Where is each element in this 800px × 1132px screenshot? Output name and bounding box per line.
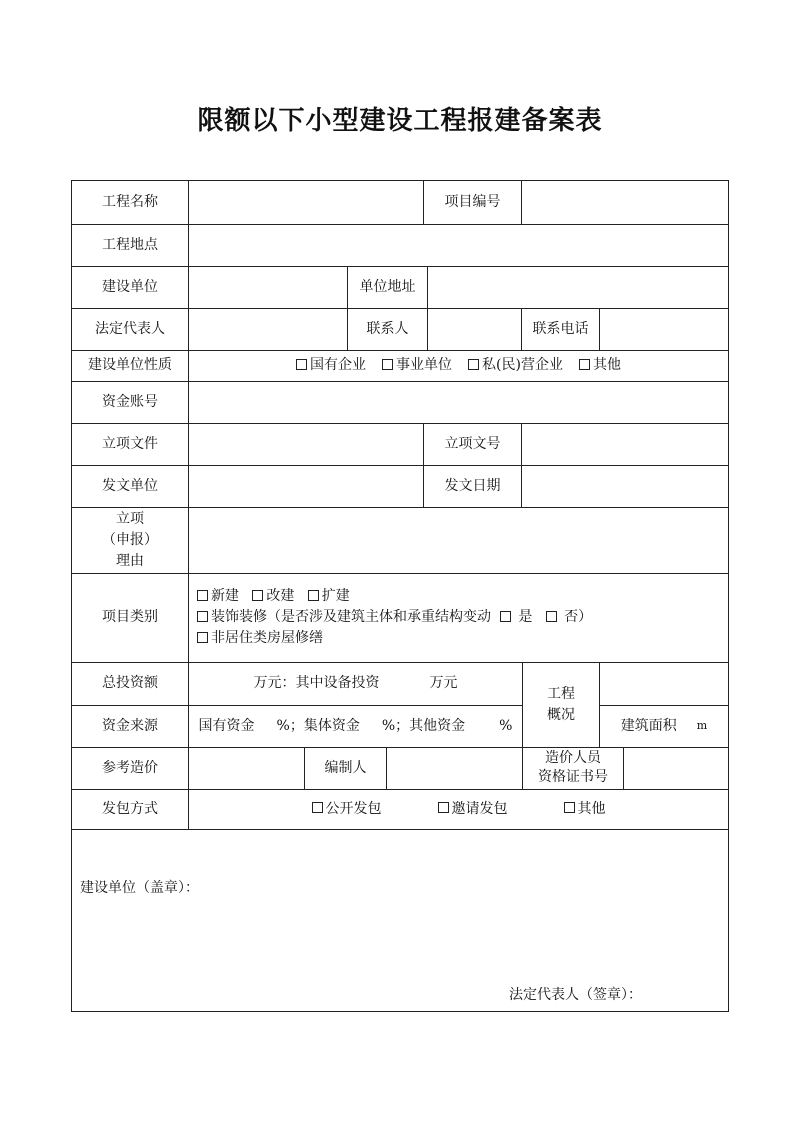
checkbox-icon	[197, 632, 208, 643]
approval-doc-no-field[interactable]	[522, 423, 728, 465]
nature-option-other[interactable]: 其他	[579, 355, 621, 376]
project-no-field[interactable]	[522, 181, 728, 224]
total-investment-field[interactable]: 万元 ：其中设备投资 万元	[253, 675, 458, 691]
label-builder-nature: 建设单位性质	[88, 357, 172, 373]
label-contact: 联系人	[366, 320, 409, 337]
label-project-category: 项目类别	[102, 609, 158, 625]
label-reason: 立项 （申报） 理由	[102, 510, 158, 569]
category-option-new[interactable]: 新建	[197, 588, 239, 604]
structure-change-no[interactable]: 否）	[546, 609, 592, 625]
builder-seal-label: 建设单位（盖章）：	[80, 879, 199, 896]
registration-form	[71, 180, 729, 1012]
issue-date-field[interactable]	[522, 465, 728, 507]
label-unit-address: 单位地址	[359, 278, 416, 295]
category-option-non-residential[interactable]: 非居住类房屋修缮	[197, 630, 323, 646]
checkbox-icon	[579, 359, 590, 370]
project-name-field[interactable]	[189, 181, 423, 224]
nature-option-institution[interactable]: 事业单位	[382, 355, 452, 376]
label-fund-account: 资金账号	[102, 393, 158, 410]
contact-field[interactable]	[428, 308, 521, 350]
label-contact-phone: 联系电话	[532, 320, 589, 337]
legal-rep-field[interactable]	[189, 308, 347, 350]
checkbox-icon	[438, 802, 449, 813]
label-approval-doc: 立项文件	[102, 435, 158, 452]
checkbox-icon	[252, 590, 263, 601]
cost-cert-field[interactable]	[624, 747, 728, 789]
checkbox-icon	[500, 611, 511, 622]
checkbox-icon	[197, 590, 208, 601]
checkbox-icon	[312, 802, 323, 813]
structure-change-yes[interactable]: 是	[500, 609, 532, 625]
label-project-no: 项目编号	[444, 194, 501, 210]
category-option-expand[interactable]: 扩建	[308, 588, 350, 604]
legal-rep-sign-label: 法定代表人（签章）：	[509, 986, 642, 1003]
ref-cost-field[interactable]	[189, 747, 304, 789]
label-issue-date: 发文日期	[444, 477, 501, 494]
label-issuing-unit: 发文单位	[102, 477, 158, 494]
fund-account-field[interactable]	[189, 381, 728, 423]
reason-field[interactable]	[189, 507, 728, 573]
nature-option-state[interactable]: 国有企业	[296, 355, 366, 376]
label-builder: 建设单位	[102, 278, 158, 295]
checkbox-icon	[564, 802, 575, 813]
checkbox-icon	[197, 611, 208, 622]
fund-source-field[interactable]: 国有资金 %； 集体资金 %； 其他资金 %	[198, 717, 513, 734]
category-option-renovation[interactable]: 装饰装修（是否涉及建筑主体和承重结构变动	[197, 609, 491, 625]
builder-nature-options	[189, 350, 728, 381]
page-title: 限额以下小型建设工程报建备案表	[197, 106, 603, 136]
label-contract-method: 发包方式	[102, 800, 158, 817]
label-compiler: 编制人	[324, 759, 367, 776]
builder-field[interactable]	[189, 266, 347, 308]
label-cost-cert: 造价人员 资格证书号	[538, 750, 608, 785]
category-option-rebuild[interactable]: 改建	[252, 588, 294, 604]
label-approval-doc-no: 立项文号	[444, 435, 501, 452]
contract-option-invite[interactable]: 邀请发包	[438, 799, 508, 820]
checkbox-icon	[546, 611, 557, 622]
checkbox-icon	[468, 359, 479, 370]
compiler-field[interactable]	[387, 747, 522, 789]
contract-option-other[interactable]: 其他	[564, 799, 606, 820]
nature-option-private[interactable]: 私(民)营企业	[468, 355, 563, 376]
unit-address-field[interactable]	[428, 266, 728, 308]
contract-option-open[interactable]: 公开发包	[312, 799, 382, 820]
checkbox-icon	[382, 359, 393, 370]
issuing-unit-field[interactable]	[189, 465, 423, 507]
project-category-options	[197, 573, 728, 662]
checkbox-icon	[296, 359, 307, 370]
label-project-name: 工程名称	[102, 194, 158, 210]
approval-doc-field[interactable]	[189, 423, 423, 465]
contact-phone-field[interactable]	[600, 308, 728, 350]
overview-field[interactable]	[600, 662, 728, 705]
label-project-location: 工程地点	[102, 236, 158, 253]
label-total-investment: 总投资额	[102, 675, 158, 691]
label-ref-cost: 参考造价	[102, 759, 158, 776]
label-legal-rep: 法定代表人	[95, 320, 165, 337]
project-location-field[interactable]	[189, 224, 728, 266]
building-area-field[interactable]: 建筑面积 m	[620, 717, 708, 734]
checkbox-icon	[308, 590, 319, 601]
contract-method-options	[189, 789, 728, 829]
label-fund-source: 资金来源	[102, 717, 158, 734]
label-project-overview: 工程 概况	[547, 685, 575, 723]
